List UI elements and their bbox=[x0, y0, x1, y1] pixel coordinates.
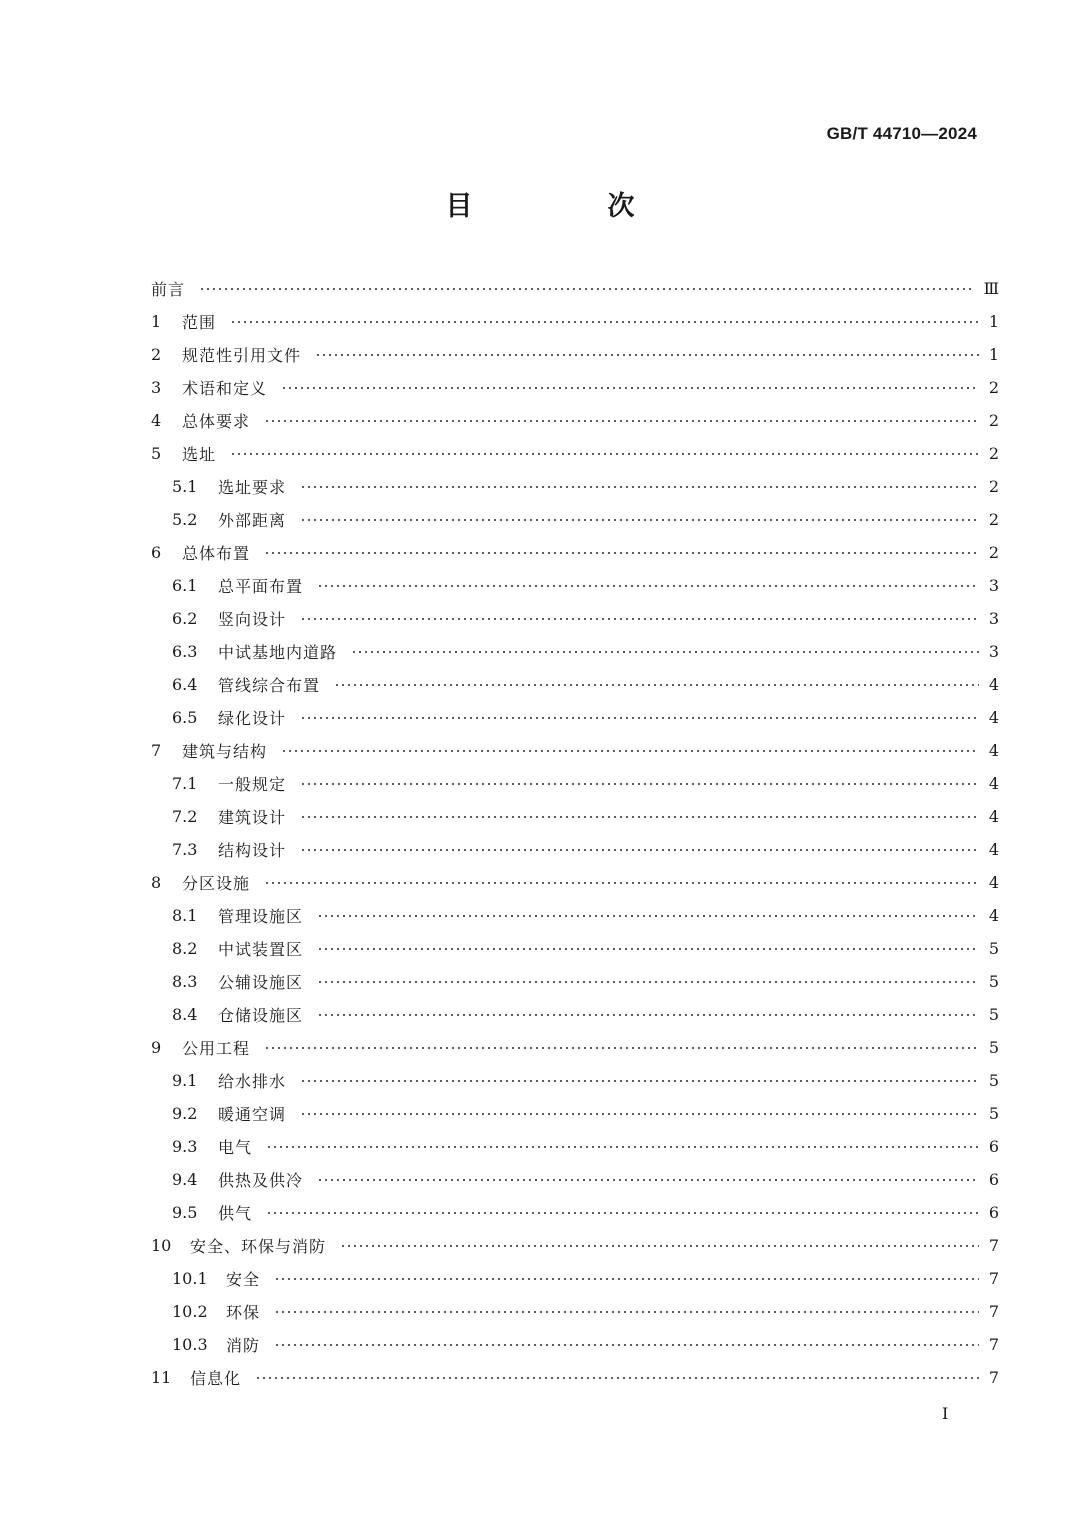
dot-leader bbox=[300, 1073, 979, 1089]
dot-leader bbox=[264, 875, 979, 891]
toc-entry-page: 3 bbox=[988, 576, 999, 595]
toc-entry-label: 规范性引用文件 bbox=[182, 346, 302, 365]
dot-leader bbox=[317, 1007, 979, 1023]
toc-entry-label: 建筑与结构 bbox=[182, 742, 268, 761]
dot-leader bbox=[274, 1271, 979, 1287]
toc-entry-number: 8.1 bbox=[172, 906, 198, 925]
toc-entry-page: 5 bbox=[988, 1071, 999, 1090]
toc-entry-number: 8 bbox=[151, 873, 162, 892]
toc-entry-page: 4 bbox=[988, 807, 999, 826]
toc-entry-number: 9.5 bbox=[172, 1203, 198, 1222]
toc-entry-label: 管线综合布置 bbox=[218, 676, 321, 695]
toc-entry-label: 供热及供冷 bbox=[218, 1171, 304, 1190]
toc-entry[interactable] bbox=[151, 305, 999, 338]
toc-entry-label: 总体布置 bbox=[182, 544, 251, 563]
toc-entry[interactable] bbox=[151, 1262, 999, 1295]
dot-leader bbox=[317, 908, 979, 924]
toc-entry[interactable] bbox=[151, 1163, 999, 1196]
dot-leader bbox=[255, 1370, 979, 1386]
toc-entry-number: 7.1 bbox=[172, 774, 198, 793]
toc-entry[interactable] bbox=[151, 635, 999, 668]
toc-entry-page: 7 bbox=[988, 1236, 999, 1255]
toc-entry-number: 6.1 bbox=[172, 576, 198, 595]
dot-leader bbox=[340, 1238, 979, 1254]
toc-entry-label: 暖通空调 bbox=[218, 1105, 287, 1124]
toc-entry-label: 信息化 bbox=[190, 1369, 242, 1388]
toc-entry[interactable] bbox=[151, 1130, 999, 1163]
toc-entry[interactable] bbox=[151, 932, 999, 965]
toc-entry-page: 1 bbox=[988, 312, 999, 331]
toc-entry-number: 7.3 bbox=[172, 840, 198, 859]
toc-entry-label: 一般规定 bbox=[218, 775, 287, 794]
toc-entry-page: 4 bbox=[988, 675, 999, 694]
toc-entry-page: 1 bbox=[988, 345, 999, 364]
toc-entry[interactable] bbox=[151, 899, 999, 932]
toc-entry-page: 4 bbox=[988, 741, 999, 760]
dot-leader bbox=[300, 842, 979, 858]
toc-entry-page: 2 bbox=[988, 378, 999, 397]
toc-entry-page: 5 bbox=[988, 1104, 999, 1123]
toc-entry-page: 2 bbox=[988, 411, 999, 430]
toc-entry[interactable] bbox=[151, 767, 999, 800]
toc-entry[interactable] bbox=[151, 734, 999, 767]
toc-entry-number: 10.2 bbox=[172, 1302, 208, 1321]
toc-entry-page: 6 bbox=[988, 1203, 999, 1222]
toc-entry[interactable] bbox=[151, 272, 999, 305]
toc-entry[interactable] bbox=[151, 668, 999, 701]
toc-entry-label: 外部距离 bbox=[218, 511, 287, 530]
dot-leader bbox=[300, 512, 979, 528]
toc-entry-page: 4 bbox=[988, 873, 999, 892]
toc-entry-label: 环保 bbox=[226, 1303, 261, 1322]
toc-entry-number: 6 bbox=[151, 543, 162, 562]
toc-entry-label: 范围 bbox=[182, 313, 217, 332]
toc-entry[interactable] bbox=[151, 338, 999, 371]
toc-entry-page: 7 bbox=[988, 1368, 999, 1387]
toc-entry-label: 建筑设计 bbox=[218, 808, 287, 827]
dot-leader bbox=[264, 545, 979, 561]
toc-entry-label: 术语和定义 bbox=[182, 379, 268, 398]
dot-leader bbox=[317, 578, 979, 594]
standard-code: GB/T 44710—2024 bbox=[826, 124, 977, 143]
toc-entry-number: 5.1 bbox=[172, 477, 198, 496]
toc-entry-page: 7 bbox=[988, 1302, 999, 1321]
toc-entry-page: 3 bbox=[988, 642, 999, 661]
toc-entry-label: 竖向设计 bbox=[218, 610, 287, 629]
toc-entry[interactable] bbox=[151, 569, 999, 602]
dot-leader bbox=[199, 281, 974, 297]
toc-entry[interactable] bbox=[151, 833, 999, 866]
toc-entry-page: 7 bbox=[988, 1269, 999, 1288]
toc-entry-number: 9 bbox=[151, 1038, 162, 1057]
toc-entry[interactable] bbox=[151, 470, 999, 503]
dot-leader bbox=[230, 446, 979, 462]
toc-entry-number: 1 bbox=[151, 312, 162, 331]
toc-entry-label: 管理设施区 bbox=[218, 907, 304, 926]
toc-entry[interactable] bbox=[151, 1196, 999, 1229]
toc-entry-number: 6.5 bbox=[172, 708, 198, 727]
toc-entry[interactable] bbox=[151, 404, 999, 437]
toc-entry[interactable] bbox=[151, 371, 999, 404]
toc-entry[interactable] bbox=[151, 1031, 999, 1064]
toc-entry-number: 5.2 bbox=[172, 510, 198, 529]
toc-entry-page: 2 bbox=[988, 477, 999, 496]
page-number: Ⅰ bbox=[942, 1404, 949, 1423]
toc-entry-number: 9.3 bbox=[172, 1137, 198, 1156]
toc-entry-label: 选址要求 bbox=[218, 478, 287, 497]
toc-entry[interactable] bbox=[151, 503, 999, 536]
dot-leader bbox=[317, 1172, 979, 1188]
dot-leader bbox=[264, 1040, 979, 1056]
toc-entry-label: 电气 bbox=[218, 1138, 253, 1157]
toc-entry[interactable] bbox=[151, 965, 999, 998]
toc-entry-page: 6 bbox=[988, 1170, 999, 1189]
toc-entry-number: 10.1 bbox=[172, 1269, 208, 1288]
toc-entry[interactable] bbox=[151, 437, 999, 470]
toc-entry-label: 安全 bbox=[226, 1270, 261, 1289]
toc-entry[interactable] bbox=[151, 536, 999, 569]
toc-entry-page: 2 bbox=[988, 543, 999, 562]
toc-entry[interactable] bbox=[151, 701, 999, 734]
toc-entry-label: 给水排水 bbox=[218, 1072, 287, 1091]
toc-entry-number: 11 bbox=[151, 1368, 172, 1387]
dot-leader bbox=[281, 743, 979, 759]
toc-entry-number: 10.3 bbox=[172, 1335, 208, 1354]
toc-entry-number: 5 bbox=[151, 444, 162, 463]
toc-entry-label: 结构设计 bbox=[218, 841, 287, 860]
toc-entry[interactable] bbox=[151, 1229, 999, 1262]
toc-entry[interactable] bbox=[151, 866, 999, 899]
dot-leader bbox=[300, 611, 979, 627]
toc-entry-page: Ⅲ bbox=[983, 279, 999, 298]
dot-leader bbox=[334, 677, 979, 693]
toc-entry-label: 中试装置区 bbox=[218, 940, 304, 959]
toc-entry-number: 10 bbox=[151, 1236, 172, 1255]
dot-leader bbox=[281, 380, 979, 396]
toc-entry-label: 选址 bbox=[182, 445, 217, 464]
toc-entry[interactable] bbox=[151, 998, 999, 1031]
toc-entry-page: 4 bbox=[988, 708, 999, 727]
toc-entry[interactable] bbox=[151, 1295, 999, 1328]
toc-entry[interactable] bbox=[151, 800, 999, 833]
dot-leader bbox=[300, 1106, 979, 1122]
page-title: 目 次 bbox=[445, 191, 689, 222]
toc-entry-number: 9.1 bbox=[172, 1071, 198, 1090]
toc-entry-page: 5 bbox=[988, 972, 999, 991]
toc-entry[interactable] bbox=[151, 1064, 999, 1097]
dot-leader bbox=[274, 1337, 979, 1353]
toc-entry-label: 总平面布置 bbox=[218, 577, 304, 596]
toc-entry-number: 3 bbox=[151, 378, 162, 397]
toc-entry[interactable] bbox=[151, 1097, 999, 1130]
table-of-contents bbox=[151, 272, 999, 1394]
toc-entry-label: 绿化设计 bbox=[218, 709, 287, 728]
toc-entry-page: 5 bbox=[988, 939, 999, 958]
dot-leader bbox=[264, 413, 979, 429]
toc-entry-label: 安全、环保与消防 bbox=[190, 1237, 327, 1256]
toc-entry-label: 总体要求 bbox=[182, 412, 251, 431]
toc-entry-label: 前言 bbox=[151, 280, 186, 299]
toc-entry-page: 4 bbox=[988, 906, 999, 925]
toc-entry-page: 3 bbox=[988, 609, 999, 628]
dot-leader bbox=[300, 776, 979, 792]
dot-leader bbox=[300, 809, 979, 825]
dot-leader bbox=[315, 347, 979, 363]
dot-leader bbox=[300, 479, 979, 495]
toc-entry-page: 6 bbox=[988, 1137, 999, 1156]
toc-entry-page: 2 bbox=[988, 444, 999, 463]
dot-leader bbox=[266, 1139, 979, 1155]
toc-entry-page: 4 bbox=[988, 774, 999, 793]
toc-entry-label: 公用工程 bbox=[182, 1039, 251, 1058]
dot-leader bbox=[230, 314, 979, 330]
dot-leader bbox=[274, 1304, 979, 1320]
toc-entry-label: 中试基地内道路 bbox=[218, 643, 338, 662]
toc-entry[interactable] bbox=[151, 1361, 999, 1394]
toc-entry-label: 分区设施 bbox=[182, 874, 251, 893]
toc-entry-number: 7 bbox=[151, 741, 162, 760]
toc-entry-number: 8.4 bbox=[172, 1005, 198, 1024]
toc-entry-label: 公辅设施区 bbox=[218, 973, 304, 992]
dot-leader bbox=[317, 941, 979, 957]
toc-entry-number: 6.2 bbox=[172, 609, 198, 628]
dot-leader bbox=[300, 710, 979, 726]
dot-leader bbox=[351, 644, 979, 660]
toc-entry[interactable] bbox=[151, 602, 999, 635]
toc-entry-page: 5 bbox=[988, 1005, 999, 1024]
toc-entry-number: 2 bbox=[151, 345, 162, 364]
toc-entry-page: 7 bbox=[988, 1335, 999, 1354]
toc-entry-number: 9.4 bbox=[172, 1170, 198, 1189]
toc-entry[interactable] bbox=[151, 1328, 999, 1361]
toc-entry-number: 6.4 bbox=[172, 675, 198, 694]
toc-entry-page: 5 bbox=[988, 1038, 999, 1057]
toc-entry-number: 8.2 bbox=[172, 939, 198, 958]
toc-entry-page: 4 bbox=[988, 840, 999, 859]
toc-entry-page: 2 bbox=[988, 510, 999, 529]
dot-leader bbox=[317, 974, 979, 990]
toc-entry-number: 9.2 bbox=[172, 1104, 198, 1123]
toc-entry-number: 4 bbox=[151, 411, 162, 430]
dot-leader bbox=[266, 1205, 979, 1221]
toc-entry-label: 仓储设施区 bbox=[218, 1006, 304, 1025]
toc-entry-label: 供气 bbox=[218, 1204, 253, 1223]
toc-entry-number: 8.3 bbox=[172, 972, 198, 991]
toc-entry-label: 消防 bbox=[226, 1336, 261, 1355]
toc-entry-number: 6.3 bbox=[172, 642, 198, 661]
toc-entry-number: 7.2 bbox=[172, 807, 198, 826]
